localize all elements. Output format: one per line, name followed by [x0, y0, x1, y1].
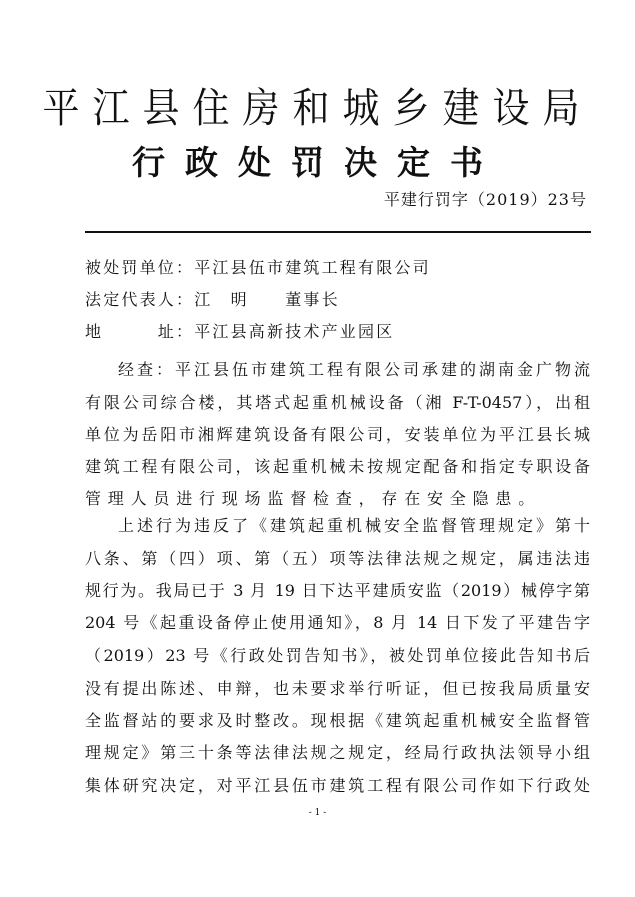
paragraph-line: 单位为岳阳市湘辉建筑设备有限公司，安装单位为平江县长城	[85, 425, 590, 444]
issuing-agency: 平江县住房和城乡建设局	[42, 84, 593, 133]
legal-representative: 法定代表人：江 明 董事长	[85, 290, 340, 309]
paragraph-line: 经查：平江县伍市建筑工程有限公司承建的湖南金广物流	[118, 360, 590, 379]
paragraph-line: 集体研究决定，对平江县伍市建筑工程有限公司作如下行政处	[85, 776, 590, 795]
page-number: - 1 -	[308, 808, 327, 818]
paragraph-line: （2019）23 号《行政处罚告知书》，被处罚单位接此告知书后	[85, 646, 590, 665]
paragraph-line: 没有提出陈述、申辩，也未要求举行听证，但已按我局质量安	[85, 679, 590, 698]
paragraph-line: 204 号《起重设备停止使用通知》，8 月 14 日下发了平建告字	[85, 613, 590, 632]
paragraph-line: 管理人员进行现场监督检查，存在安全隐患。	[85, 489, 542, 508]
paragraph-line: 全监督站的要求及时整改。现根据《建筑起重机械安全监督管	[85, 711, 590, 730]
document-title: 行政处罚决定书	[132, 143, 503, 182]
paragraph-line: 上述行为违反了《建筑起重机械安全监督管理规定》第十	[118, 516, 590, 535]
paragraph-line: 有限公司综合楼，其塔式起重机械设备（湘 F-T-0457），出租	[85, 393, 590, 412]
paragraph-line: 建筑工程有限公司，该起重机械未按规定配备和指定专职设备	[85, 457, 590, 476]
header-divider	[85, 231, 591, 233]
penalized-unit: 被处罚单位：平江县伍市建筑工程有限公司	[85, 258, 431, 277]
paragraph-line: 八条、第（四）项、第（五）项等法律法规之规定，属违法违	[85, 549, 590, 568]
paragraph-line: 理规定》第三十条等法律法规之规定，经局行政执法领导小组	[85, 743, 590, 762]
paragraph-line: 规行为。我局已于 3 月 19 日下达平建质安监（2019）械停字第	[85, 581, 590, 600]
address: 地 址：平江县高新技术产业园区	[85, 322, 395, 341]
document-number: 平建行罚字（2019）23号	[383, 190, 587, 209]
